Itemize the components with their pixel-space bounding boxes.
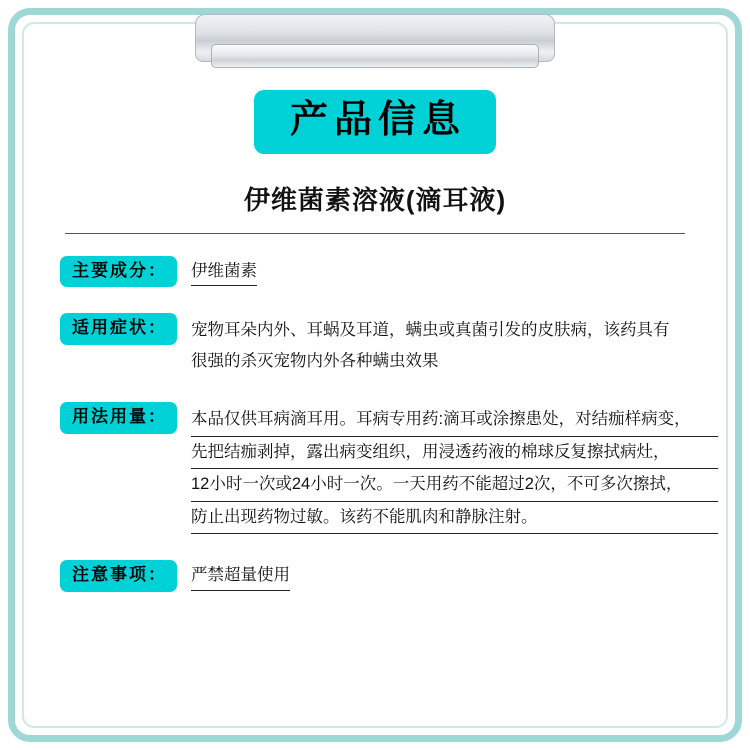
- info-row-ingredients: [60, 256, 718, 287]
- row-value-precautions: [191, 560, 718, 590]
- info-rows: [32, 256, 718, 592]
- row-label-precautions: 注意事项：: [60, 560, 177, 591]
- page-title-wrap: [32, 90, 718, 154]
- row-label-indications: 适用症状：: [60, 313, 177, 344]
- row-line: 先把结痂剥掉，露出病变组织，用浸透药液的棉球反复擦拭病灶，: [191, 437, 718, 470]
- row-line: 严禁超量使用: [191, 562, 290, 590]
- divider: [65, 233, 685, 234]
- row-line: 本品仅供耳病滴耳用。耳病专用药:滴耳或涂擦患处，对结痂样病变，: [191, 404, 718, 437]
- page-title: 产品信息: [254, 90, 496, 154]
- row-label-dosage: 用法用量：: [60, 402, 177, 433]
- row-line: 很强的杀灭宠物内外各种螨虫效果: [191, 351, 439, 370]
- info-row-dosage: [60, 402, 718, 534]
- row-line: 12小时一次或24小时一次。一天用药不能超过2次，不可多次擦拭，: [191, 469, 718, 502]
- card-content: [32, 80, 718, 718]
- row-value-indications: [191, 313, 718, 376]
- row-line: 宠物耳朵内外、耳蜗及耳道，螨虫或真菌引发的皮肤病，该药具有: [191, 321, 670, 340]
- row-line: 防止出现药物过敏。该药不能肌肉和静脉注射。: [191, 502, 718, 535]
- row-line: 伊维菌素: [191, 258, 257, 286]
- info-row-indications: [60, 313, 718, 376]
- clipboard-clip-icon: [195, 14, 555, 70]
- row-label-ingredients: 主要成分：: [60, 256, 177, 287]
- clip-bar: [211, 44, 539, 68]
- row-value-ingredients: [191, 256, 718, 286]
- row-value-dosage: [191, 402, 718, 534]
- info-row-precautions: [60, 560, 718, 591]
- product-name: 伊维菌素溶液(滴耳液): [243, 184, 507, 215]
